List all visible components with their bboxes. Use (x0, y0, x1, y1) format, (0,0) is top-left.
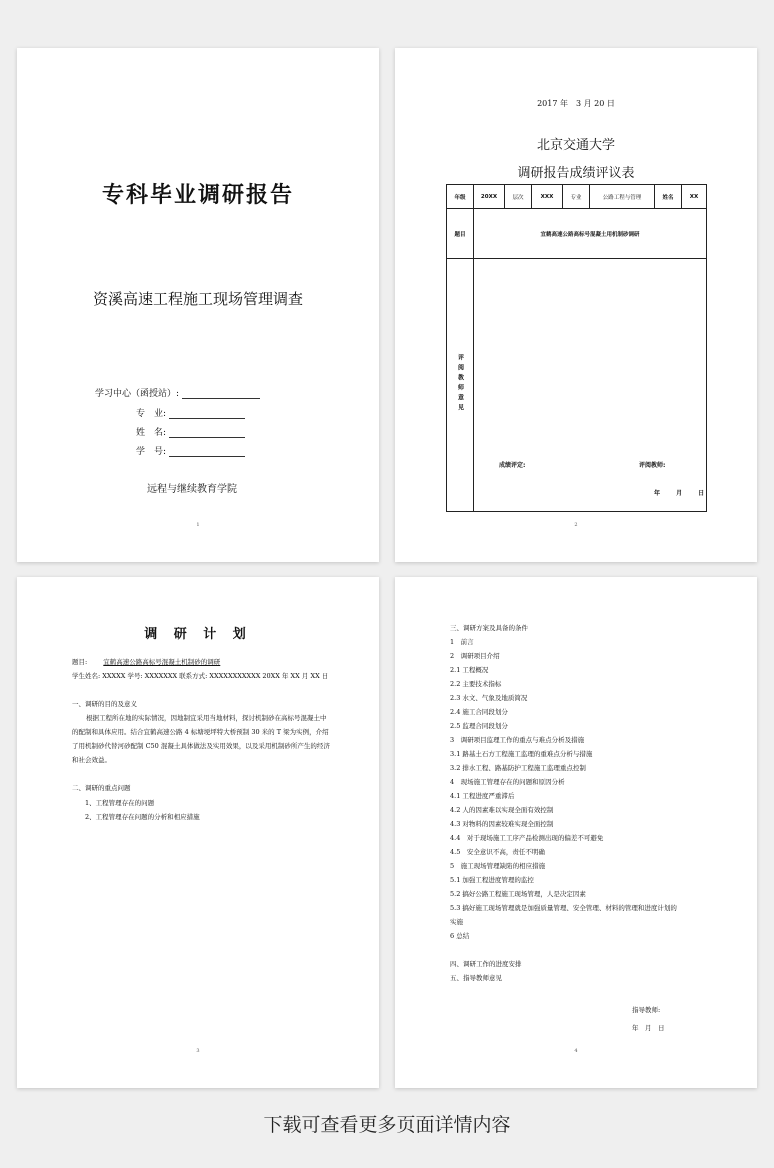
outline-item: 3.2 排水工程、路基防护工程施工监理重点控制 (450, 764, 586, 772)
field-label: 姓 名: (136, 428, 167, 438)
page-number: 1 (196, 522, 200, 528)
form-title: 调研报告成绩评议表 (517, 166, 635, 181)
form-cell: 年级 (447, 185, 474, 209)
field-major (136, 406, 245, 419)
topic-value-cell: 宜鹤高速公路高标号混凝土用机制砂调研 (474, 209, 707, 259)
evaluation-form-table (446, 184, 707, 512)
topic-label-cell: 题目 (447, 209, 474, 259)
outline-item: 6 总结 (450, 932, 470, 940)
outline-item: 4.2 人的因素难以实现全面有效控制 (450, 806, 554, 814)
university-name: 北京交通大学 (536, 138, 615, 153)
advisor-label: 指导教师: (632, 1006, 661, 1014)
page-2 (395, 48, 757, 562)
plan-title: 调 研 计 划 (144, 627, 252, 642)
outline-item: 4.1 工程进度严重滞后 (450, 792, 515, 800)
student-info-line: 学生姓名: XXXXX 学号: XXXXXXX 联系方式: XXXXXXXXXXX 20XX 年 XX 月 XX 日 (72, 672, 329, 680)
outline-item: 5.2 搞好公路工程施工现场管理，人是决定因素 (450, 890, 586, 898)
section-2-item: 2、工程管理存在问题的分析和相应措施 (85, 813, 200, 821)
form-row-info (447, 185, 707, 209)
field-underline (182, 389, 260, 399)
page-number: 2 (574, 522, 578, 528)
outline-item: 实施 (450, 918, 463, 926)
outline-item: 1 前言 (450, 638, 474, 646)
field-underline (169, 428, 245, 438)
grade-label: 成绩评定: (499, 462, 526, 469)
topic-value: 宜鹤高速公路高标号混凝土机制砂的调研 (103, 658, 221, 666)
outline-item: 4 现场施工管理存在的问题和原因分析 (450, 778, 565, 786)
remarks-cell (474, 259, 707, 512)
report-title: 专科毕业调研报告 (101, 182, 294, 208)
page-number: 4 (574, 1048, 578, 1054)
outline-item: 2.4 施工合同段划分 (450, 708, 508, 716)
reviewer-label: 评阅教师: (639, 462, 666, 469)
page-1 (17, 48, 379, 562)
field-label: 专 业: (136, 409, 167, 419)
outline-item: 2.3 水文、气象及地质简况 (450, 694, 528, 702)
outline-item: 三、调研方案及具备的条件 (450, 624, 528, 632)
outline-item: 2.2 主要技术指标 (450, 680, 502, 688)
outline-item: 2.5 监理合同段划分 (450, 722, 508, 730)
college-name: 远程与继续教育学院 (147, 484, 237, 495)
topic-label: 题目: (72, 658, 88, 666)
outline-item: 3 调研项目监理工作的重点与难点分析及措施 (450, 736, 585, 744)
section-1-title: 一、调研的目的及意义 (72, 700, 137, 708)
field-label: 学习中心（函授站）: (95, 389, 180, 399)
outline-item: 3.1 路基土石方工程施工监理的重难点分析与措施 (450, 750, 593, 758)
form-cell: XXX (532, 185, 563, 209)
outline-item: 4.5 安全意识不高，责任不明确 (450, 848, 545, 856)
form-cell: 20XX (474, 185, 505, 209)
page-3 (17, 577, 379, 1088)
outline-item: 2.1 工程概况 (450, 666, 489, 674)
form-row-topic (447, 209, 707, 259)
field-study-center (95, 386, 260, 399)
remarks-label: 评阅教师意见 (456, 354, 464, 414)
form-row-remarks (447, 259, 707, 512)
report-subject: 资溪高速工程施工现场管理调查 (92, 290, 303, 308)
form-cell: 姓名 (655, 185, 682, 209)
page-number: 3 (196, 1048, 200, 1054)
download-hint: 下载可查看更多页面详情内容 (263, 1114, 511, 1136)
outline-item: 5 施工现场管理缺陷的相应措施 (450, 862, 546, 870)
form-date: 2017 年 3 月 20 日 (537, 99, 615, 108)
field-underline (169, 409, 245, 419)
form-cell: 公路工程与管理 (590, 185, 655, 209)
section-2-item: 1、工程管理存在的问题 (85, 799, 155, 807)
page-4 (395, 577, 757, 1088)
field-student-id (136, 444, 245, 457)
outline-item: 四、调研工作的进度安排 (450, 960, 522, 968)
outline-item: 2 调研项目介绍 (450, 652, 500, 660)
plan-topic-line (72, 657, 220, 666)
field-label: 学 号: (136, 447, 167, 457)
outline-item: 4.3 对物料的因素较难实现全面控制 (450, 820, 554, 828)
outline-item: 5.1 加强工程进度管理的监控 (450, 876, 534, 884)
outline-item: 4.4 对于现场施工工序产品检测出现的偏差不可避免 (450, 834, 604, 842)
remarks-label-cell (447, 259, 474, 512)
outline-item: 5.3 搞好施工现场管理就是加强质量管理、安全管理、材料的管理和进度计划的 (450, 904, 677, 912)
outline-item: 五、指导教师意见 (450, 974, 502, 982)
section-1-text: 根据工程所在地的实际情况，因地制宜采用当地材料，探讨机制砂在高标号混凝土中的配制和具体应用。结合宜鹤高速公路 4 标塘埂坪特大桥预制 30 米的 T 梁为实例，介绍了用机制砂代替河砂配制 C50 混凝土具体做法及实用效果，以及采用机制砂所产生的经济和社会效益。 (72, 714, 330, 764)
form-cell: XX (682, 185, 707, 209)
field-name (136, 425, 245, 438)
form-cell: 层次 (505, 185, 532, 209)
date-ymd: 年 月 日 (654, 490, 705, 497)
date-ymd: 年 月 日 (632, 1024, 665, 1032)
section-2-title: 二、调研的重点问题 (72, 784, 131, 792)
form-cell: 专业 (563, 185, 590, 209)
field-underline (169, 447, 245, 457)
